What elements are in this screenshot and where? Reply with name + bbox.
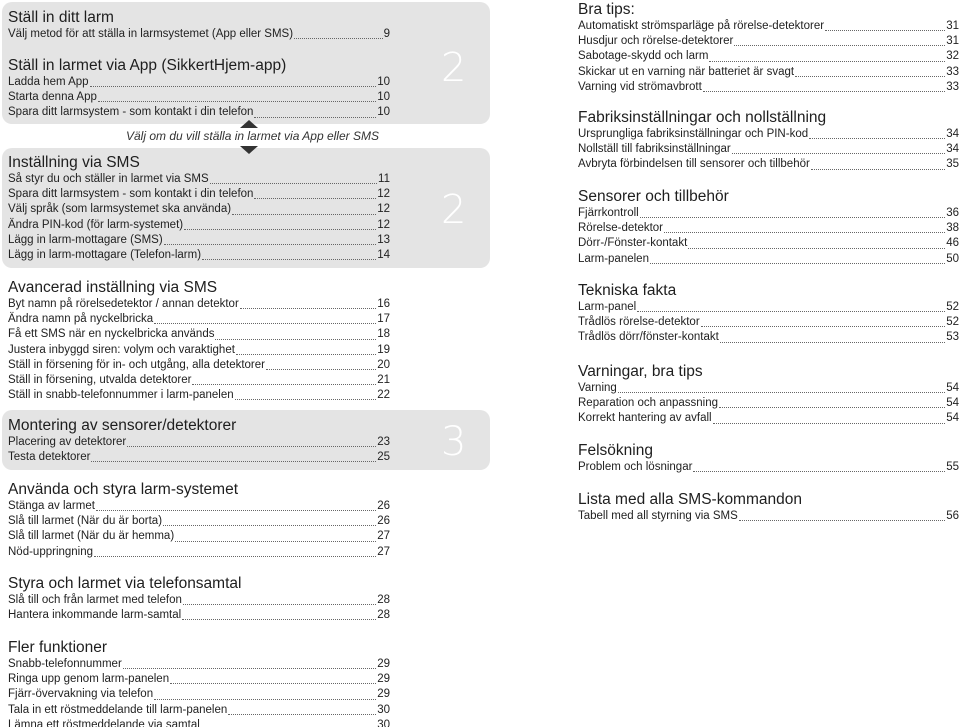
section-title: Fabriksinställningar och nollställning <box>578 109 827 126</box>
toc-entry[interactable] <box>8 499 390 514</box>
page-number: 35 <box>946 158 959 171</box>
dot-leader <box>228 714 376 715</box>
page-number: 19 <box>377 343 390 356</box>
entry-label: Automatiskt strömsparläge på rörelse-detektorer <box>578 20 825 32</box>
dot-leader <box>825 30 945 31</box>
toc-entry[interactable] <box>8 687 390 702</box>
page-number: 26 <box>377 515 390 528</box>
choice-text: Välj om du vill ställa in larmet via App eller SMS <box>126 129 379 143</box>
toc-section <box>578 282 959 346</box>
dot-leader <box>254 198 376 199</box>
toc-entry[interactable] <box>578 300 959 315</box>
toc-entry[interactable] <box>8 435 390 450</box>
dot-leader <box>215 339 376 340</box>
entry-label: Byt namn på rörelsedetektor / annan detektor <box>8 298 239 310</box>
page-number: 30 <box>377 703 390 716</box>
page-number: 53 <box>946 331 959 344</box>
toc-entry[interactable] <box>578 509 959 524</box>
toc-entry[interactable] <box>578 396 959 411</box>
dot-leader <box>164 244 377 245</box>
toc-entry[interactable] <box>8 327 390 342</box>
toc-entry[interactable] <box>578 65 959 80</box>
page-number: 20 <box>377 358 390 371</box>
toc-entry[interactable] <box>8 529 390 544</box>
page-number: 33 <box>946 65 959 78</box>
toc-section <box>8 57 390 121</box>
entry-label: Välj metod för att ställa in larmsystemet (App eller SMS) <box>8 28 294 40</box>
entry-label: Nollställ till fabriksinställningar <box>578 143 731 156</box>
dot-leader <box>184 229 376 230</box>
toc-entry[interactable] <box>578 127 959 142</box>
toc-entry[interactable] <box>8 187 390 202</box>
dot-leader <box>202 259 376 260</box>
section-title: Tekniska fakta <box>578 282 677 299</box>
entry-label: Problem och lösningar <box>578 461 693 473</box>
toc-entry[interactable] <box>578 19 959 34</box>
page-number: 21 <box>377 374 390 387</box>
dot-leader <box>266 369 376 370</box>
entry-label: Varning <box>578 382 617 394</box>
dot-leader <box>235 399 377 400</box>
toc-entry[interactable] <box>578 460 959 475</box>
dot-leader <box>732 153 945 154</box>
section-title: Fler funktioner <box>8 639 108 656</box>
section-title: Montering av sensorer/detektorer <box>8 417 237 434</box>
page-number: 52 <box>946 316 959 329</box>
entry-label: Hantera inkommande larm-samtal <box>8 609 182 622</box>
entry-label: Justera inbyggd siren: volym och varaktighet <box>8 343 235 356</box>
toc-section <box>8 279 390 403</box>
dot-leader <box>96 510 376 511</box>
entry-label: Larm-panel <box>578 301 637 313</box>
entry-label: Slå till larmet (När du är hemma) <box>8 530 175 543</box>
page-number: 50 <box>946 252 959 265</box>
toc-section <box>8 481 390 560</box>
page-number: 18 <box>377 328 390 341</box>
page-number: 22 <box>377 389 390 402</box>
dot-leader <box>693 471 945 472</box>
dot-leader <box>664 232 945 233</box>
entry-label: Fjärrkontroll <box>578 207 639 219</box>
section-title: Sensorer och tillbehör <box>578 188 729 205</box>
chapter-number-badge: 2 <box>441 45 467 91</box>
dot-leader <box>175 541 376 542</box>
dot-leader <box>254 117 376 118</box>
section-title: Lista med alla SMS-kommandon <box>578 491 802 508</box>
toc-entry[interactable] <box>578 330 959 345</box>
dot-leader <box>720 342 945 343</box>
toc-section <box>578 491 959 524</box>
dot-leader <box>91 461 376 462</box>
page-number: 10 <box>377 106 390 119</box>
toc-entry[interactable] <box>8 233 390 248</box>
toc-entry[interactable] <box>8 27 390 42</box>
dot-leader <box>719 407 945 408</box>
page-number: 54 <box>946 397 959 410</box>
entry-label: Fjärr-övervakning via telefon <box>8 688 154 701</box>
toc-entry[interactable] <box>578 252 959 267</box>
section-title: Avancerad inställning via SMS <box>8 279 218 296</box>
entry-label: Skickar ut en varning när batteriet är svagt <box>578 65 795 78</box>
page-number: 29 <box>377 658 390 670</box>
entry-label: Trådlös rörelse-detektor <box>578 316 700 329</box>
page-number: 12 <box>377 218 390 231</box>
dot-leader <box>154 323 376 324</box>
section-title: Styra och larmet via telefonsamtal <box>8 575 242 592</box>
entry-label: Spara ditt larmsystem - som kontakt i din telefon <box>8 106 254 119</box>
toc-entry[interactable] <box>578 34 959 49</box>
toc-section <box>8 575 390 623</box>
page-number: 32 <box>946 50 959 63</box>
toc-section <box>8 639 390 727</box>
entry-label: Snabb-telefonnummer <box>8 658 122 670</box>
entry-label: Varning vid strömavbrott <box>578 80 702 93</box>
dot-leader <box>90 86 377 87</box>
page-number: 55 <box>946 461 959 473</box>
dot-leader <box>127 446 376 447</box>
entry-label: Nöd-uppringning <box>8 545 94 558</box>
dot-leader <box>709 61 945 62</box>
toc-entry[interactable] <box>8 672 390 687</box>
toc-section <box>578 188 959 267</box>
toc-entry[interactable] <box>8 75 390 90</box>
dot-leader <box>123 668 376 669</box>
chapter-number-badge: 3 <box>441 419 467 465</box>
page-number: 36 <box>946 207 959 219</box>
dot-leader <box>734 45 945 46</box>
page-number: 26 <box>377 500 390 512</box>
entry-label: Avbryta förbindelsen till sensorer och tillbehör <box>578 158 810 171</box>
toc-section <box>8 417 390 465</box>
dot-leader <box>170 683 376 684</box>
entry-label: Ursprungliga fabriksinställningar och PIN-kod <box>578 128 809 140</box>
dot-leader <box>294 38 383 39</box>
page-number: 54 <box>946 412 959 425</box>
dot-leader <box>795 76 945 77</box>
page-number: 52 <box>946 301 959 313</box>
entry-label: Lämna ett röstmeddelande via samtal <box>8 718 200 727</box>
dot-leader <box>94 556 376 557</box>
page-number: 31 <box>946 20 959 32</box>
entry-label: Starta denna App <box>8 91 97 104</box>
toc-section <box>8 154 390 263</box>
entry-label: Så styr du och ställer in larmet via SMS <box>8 173 209 185</box>
entry-label: Reparation och anpassning <box>578 397 719 410</box>
page-number: 13 <box>377 233 390 246</box>
dot-leader <box>240 308 376 309</box>
page-number: 12 <box>377 203 390 216</box>
entry-label: Ladda hem App <box>8 76 89 88</box>
section-title: Varningar, bra tips <box>578 363 703 380</box>
toc-entry[interactable] <box>8 358 390 373</box>
entry-label: Ställ in försening för in- och utgång, alla detektorer <box>8 358 265 371</box>
dot-leader <box>809 138 945 139</box>
toc-entry[interactable] <box>8 657 390 672</box>
toc-entry[interactable] <box>8 388 390 403</box>
entry-label: Tabell med all styrning via SMS <box>578 510 738 522</box>
dot-leader <box>640 217 945 218</box>
page-number: 29 <box>377 673 390 686</box>
entry-label: Ställ in försening, utvalda detektorer <box>8 374 192 387</box>
page-number: 27 <box>377 545 390 558</box>
dot-leader <box>703 91 945 92</box>
entry-label: Dörr-/Fönster-kontakt <box>578 237 688 250</box>
dot-leader <box>182 619 376 620</box>
entry-label: Ändra PIN-kod (för larm-systemet) <box>8 218 184 231</box>
page-number: 16 <box>377 298 390 310</box>
entry-label: Sabotage-skydd och larm <box>578 50 709 63</box>
arrow-down-icon <box>240 146 258 154</box>
toc-entry[interactable] <box>578 411 959 426</box>
entry-label: Ringa upp genom larm-panelen <box>8 673 170 686</box>
entry-label: Testa detektorer <box>8 451 91 464</box>
dot-leader <box>98 101 376 102</box>
entry-label: Husdjur och rörelse-detektorer <box>578 35 734 48</box>
toc-entry[interactable] <box>8 172 390 187</box>
dot-leader <box>688 248 945 249</box>
toc-section <box>8 9 390 42</box>
entry-label: Spara ditt larmsystem - som kontakt i din telefon <box>8 188 254 201</box>
toc-entry[interactable] <box>578 142 959 157</box>
toc-entry[interactable] <box>578 381 959 396</box>
page-number: 33 <box>946 80 959 93</box>
dot-leader <box>650 263 945 264</box>
arrow-up-icon <box>240 120 258 128</box>
toc-entry[interactable] <box>8 90 390 105</box>
entry-label: Trådlös dörr/fönster-kontakt <box>578 331 719 344</box>
page-number: 9 <box>383 28 390 40</box>
toc-entry[interactable] <box>8 343 390 358</box>
toc-section <box>578 363 959 427</box>
toc-entry[interactable] <box>8 202 390 217</box>
entry-label: Ändra namn på nyckelbricka <box>8 313 154 326</box>
section-title: Ställ in ditt larm <box>8 9 114 26</box>
toc-entry[interactable] <box>8 248 390 263</box>
page-number: 14 <box>377 249 390 262</box>
toc-entry[interactable] <box>8 593 390 608</box>
section-title: Använda och styra larm-systemet <box>8 481 239 498</box>
entry-label: Slå till larmet (När du är borta) <box>8 515 163 528</box>
page-number: 28 <box>377 609 390 622</box>
toc-entry[interactable] <box>578 49 959 64</box>
page-number: 34 <box>946 143 959 156</box>
entry-label: Ställ in snabb-telefonnummer i larm-panelen <box>8 389 234 402</box>
entry-label: Stänga av larmet <box>8 500 95 512</box>
dot-leader <box>236 354 376 355</box>
entry-label: Välj språk (som larmsystemet ska använda) <box>8 203 232 216</box>
dot-leader <box>713 423 946 424</box>
entry-label: Larm-panelen <box>578 252 649 265</box>
section-title: Ställ in larmet via App (SikkertHjem-app) <box>8 57 287 74</box>
toc-entry[interactable] <box>8 218 390 233</box>
entry-label: Få ett SMS när en nyckelbricka används <box>8 328 215 341</box>
page-number: 54 <box>946 382 959 394</box>
page-number: 10 <box>377 76 390 88</box>
page-number: 29 <box>377 688 390 701</box>
toc-section <box>578 1 959 95</box>
dot-leader <box>163 525 376 526</box>
entry-label: Lägg in larm-mottagare (Telefon-larm) <box>8 249 202 262</box>
page-number: 28 <box>377 594 390 606</box>
dot-leader <box>637 311 945 312</box>
page-number: 25 <box>377 451 390 464</box>
toc-entry[interactable] <box>578 206 959 221</box>
toc-entry[interactable] <box>8 514 390 529</box>
toc-entry[interactable] <box>578 315 959 330</box>
section-title: Felsökning <box>578 442 653 459</box>
entry-label: Rörelse-detektor <box>578 222 664 235</box>
dot-leader <box>811 169 945 170</box>
section-title: Inställning via SMS <box>8 154 140 171</box>
toc-entry[interactable] <box>8 373 390 388</box>
entry-label: Korrekt hantering av avfall <box>578 412 712 425</box>
toc-entry[interactable] <box>8 312 390 327</box>
page-number: 12 <box>377 188 390 201</box>
toc-entry[interactable] <box>8 105 390 120</box>
toc-entry[interactable] <box>8 297 390 312</box>
chapter-number-badge: 2 <box>441 187 467 233</box>
dot-leader <box>192 384 376 385</box>
page-number: 46 <box>946 237 959 250</box>
toc-section <box>578 442 959 475</box>
dot-leader <box>618 392 945 393</box>
page-number: 56 <box>946 510 959 522</box>
toc-entry[interactable] <box>578 236 959 251</box>
section-title: Bra tips: <box>578 1 635 18</box>
page-number: 11 <box>378 173 390 185</box>
page-number: 38 <box>946 222 959 235</box>
dot-leader <box>739 520 945 521</box>
toc-entry[interactable] <box>8 703 390 718</box>
dot-leader <box>701 326 946 327</box>
entry-label: Slå till och från larmet med telefon <box>8 594 182 606</box>
toc-entry[interactable] <box>8 545 390 560</box>
dot-leader <box>232 214 376 215</box>
toc-entry[interactable] <box>578 221 959 236</box>
dot-leader <box>183 604 376 605</box>
page-number: 34 <box>946 128 959 140</box>
dot-leader <box>154 699 376 700</box>
page-number: 30 <box>377 718 390 727</box>
page-number: 10 <box>377 91 390 104</box>
toc-entry[interactable] <box>8 718 390 727</box>
dot-leader <box>210 183 377 184</box>
toc-entry[interactable] <box>578 80 959 95</box>
toc-entry[interactable] <box>578 157 959 172</box>
entry-label: Placering av detektorer <box>8 436 127 448</box>
page-number: 27 <box>377 530 390 543</box>
entry-label: Tala in ett röstmeddelande till larm-panelen <box>8 703 228 716</box>
page-number: 17 <box>377 313 390 326</box>
page-number: 23 <box>377 436 390 448</box>
entry-label: Lägg in larm-mottagare (SMS) <box>8 233 163 246</box>
toc-entry[interactable] <box>8 608 390 623</box>
toc-entry[interactable] <box>8 450 390 465</box>
page-number: 31 <box>946 35 959 48</box>
toc-section <box>578 109 959 173</box>
